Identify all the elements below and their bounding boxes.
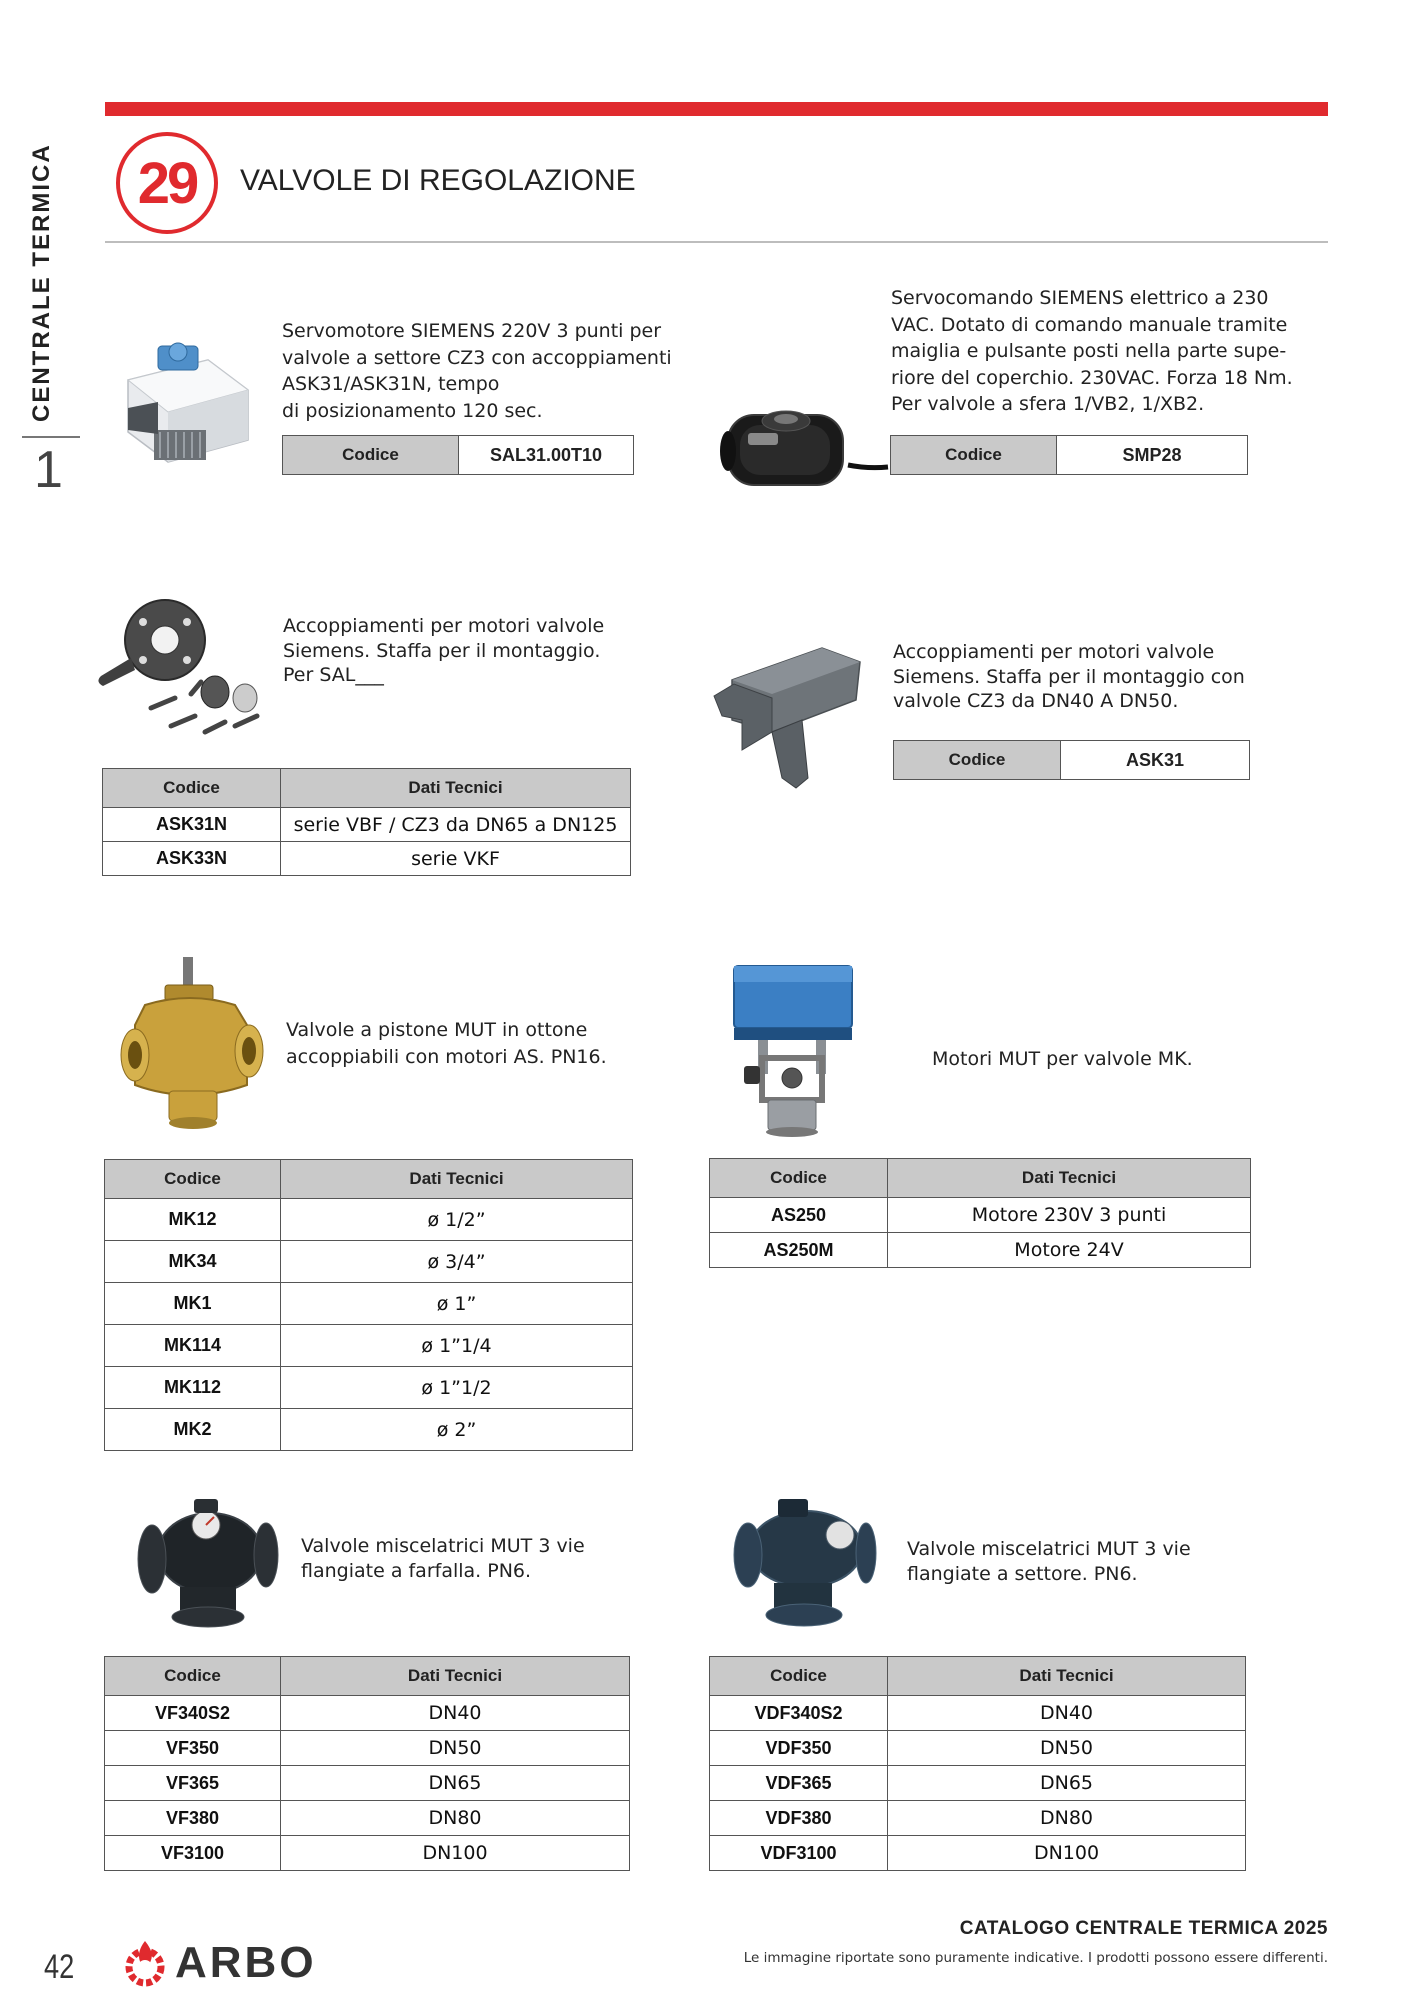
column-header-code: Codice	[103, 769, 281, 808]
table-row: MK34 ø 3/4”	[105, 1241, 633, 1283]
section-title: VALVOLE DI REGOLAZIONE	[240, 164, 636, 197]
code-value: SMP28	[1057, 436, 1247, 474]
flame-gear-icon	[123, 1939, 167, 1987]
servocomando-smp-description: Servocomando SIEMENS elettrico a 230 VAC. Dotato di comando manuale tramite maiglia e pulsante posti nella parte supe- riore del coperchio. 230VAC. Forza 18 Nm. Per valvole a sfera 1/VB2, 1/XB2.	[891, 287, 1293, 415]
sector-mixing-valve-image	[728, 1495, 878, 1630]
mounting-bracket-description: Accoppiamenti per motori valvole Siemens. Staffa per il montaggio con valvole CZ3 da DN40 A DN50.	[893, 641, 1245, 712]
servocomando-smp-code-box	[890, 435, 1248, 475]
servomotor-sal-code-box	[282, 435, 634, 475]
mounting-bracket-code-box	[893, 740, 1250, 780]
piston-valve-mk-image	[115, 955, 270, 1130]
table-row: VDF340S2 DN40	[710, 1696, 1246, 1731]
servomotor-sal-image	[118, 330, 258, 470]
table-row: VF365 DN65	[105, 1766, 630, 1801]
motor-as-image	[722, 962, 862, 1137]
header-accent-bar	[105, 102, 1328, 116]
table-row: VF350 DN50	[105, 1731, 630, 1766]
table-row: VDF3100 DN100	[710, 1836, 1246, 1871]
code-value: ASK31	[1061, 741, 1249, 779]
table-row: ASK31N serie VBF / CZ3 da DN65 a DN125	[103, 808, 631, 842]
side-chapter-number: 1	[34, 441, 63, 499]
table-row: VF340S2 DN40	[105, 1696, 630, 1731]
table-row: AS250 Motore 230V 3 punti	[710, 1198, 1251, 1233]
table-row: ASK33N serie VKF	[103, 842, 631, 876]
table-row: MK2 ø 2”	[105, 1409, 633, 1451]
table-row: VF3100 DN100	[105, 1836, 630, 1871]
section-number: 29	[137, 150, 197, 216]
sector-mixing-valve-table	[709, 1656, 1246, 1871]
servocomando-smp-image	[718, 395, 888, 505]
table-row: MK12 ø 1/2”	[105, 1199, 633, 1241]
column-header-code: Codice	[710, 1657, 888, 1696]
code-label: Codice	[283, 436, 459, 474]
side-category-label: CENTRALE TERMICA	[28, 143, 55, 422]
coupling-kit-image	[95, 598, 275, 743]
column-header-code: Codice	[105, 1160, 281, 1199]
code-label: Codice	[891, 436, 1057, 474]
motor-as-table	[709, 1158, 1251, 1268]
table-row: MK1 ø 1”	[105, 1283, 633, 1325]
code-label: Codice	[894, 741, 1061, 779]
column-header-specs: Dati Tecnici	[281, 769, 631, 808]
disclaimer-note: Le immagine riportate sono puramente indicative. I prodotti possono essere differenti.	[743, 1950, 1328, 1966]
column-header-specs: Dati Tecnici	[888, 1159, 1251, 1198]
table-row: MK112 ø 1”1/2	[105, 1367, 633, 1409]
servomotor-sal-description: Servomotore SIEMENS 220V 3 punti per valvole a settore CZ3 con accoppiamenti ASK31/ASK31N, tempo di posizionamento 120 sec.	[282, 320, 672, 422]
catalog-title: CATALOGO CENTRALE TERMICA 2025	[959, 1918, 1328, 1939]
column-header-code: Codice	[105, 1657, 281, 1696]
brand-name: ARBO	[175, 1938, 317, 1987]
code-value: SAL31.00T10	[459, 436, 633, 474]
table-row: VDF350 DN50	[710, 1731, 1246, 1766]
sector-mixing-valve-description: Valvole miscelatrici MUT 3 vie flangiate a settore. PN6.	[907, 1538, 1191, 1585]
column-header-specs: Dati Tecnici	[281, 1657, 630, 1696]
table-row: VDF380 DN80	[710, 1801, 1246, 1836]
header-divider	[105, 241, 1328, 243]
column-header-specs: Dati Tecnici	[281, 1160, 633, 1199]
butterfly-mixing-valve-description: Valvole miscelatrici MUT 3 vie flangiate a farfalla. PN6.	[301, 1535, 585, 1582]
column-header-specs: Dati Tecnici	[888, 1657, 1246, 1696]
section-number-badge	[116, 132, 218, 234]
brand-logo	[123, 1938, 317, 1988]
piston-valve-mk-table	[104, 1159, 633, 1451]
column-header-code: Codice	[710, 1159, 888, 1198]
mounting-bracket-image	[712, 640, 862, 790]
piston-valve-mk-description: Valvole a pistone MUT in ottone accoppiabili con motori AS. PN16.	[286, 1019, 607, 1068]
table-row: VF380 DN80	[105, 1801, 630, 1836]
butterfly-mixing-valve-table	[104, 1656, 630, 1871]
table-row: MK114 ø 1”1/4	[105, 1325, 633, 1367]
coupling-kit-table	[102, 768, 631, 876]
table-row: VDF365 DN65	[710, 1766, 1246, 1801]
motor-as-description: Motori MUT per valvole MK.	[932, 1048, 1193, 1070]
butterfly-mixing-valve-image	[130, 1495, 280, 1630]
table-row: AS250M Motore 24V	[710, 1233, 1251, 1268]
page-number: 42	[44, 1948, 75, 1986]
side-divider	[22, 436, 80, 438]
coupling-kit-description: Accoppiamenti per motori valvole Siemens. Staffa per il montaggio. Per SAL___	[283, 615, 605, 686]
